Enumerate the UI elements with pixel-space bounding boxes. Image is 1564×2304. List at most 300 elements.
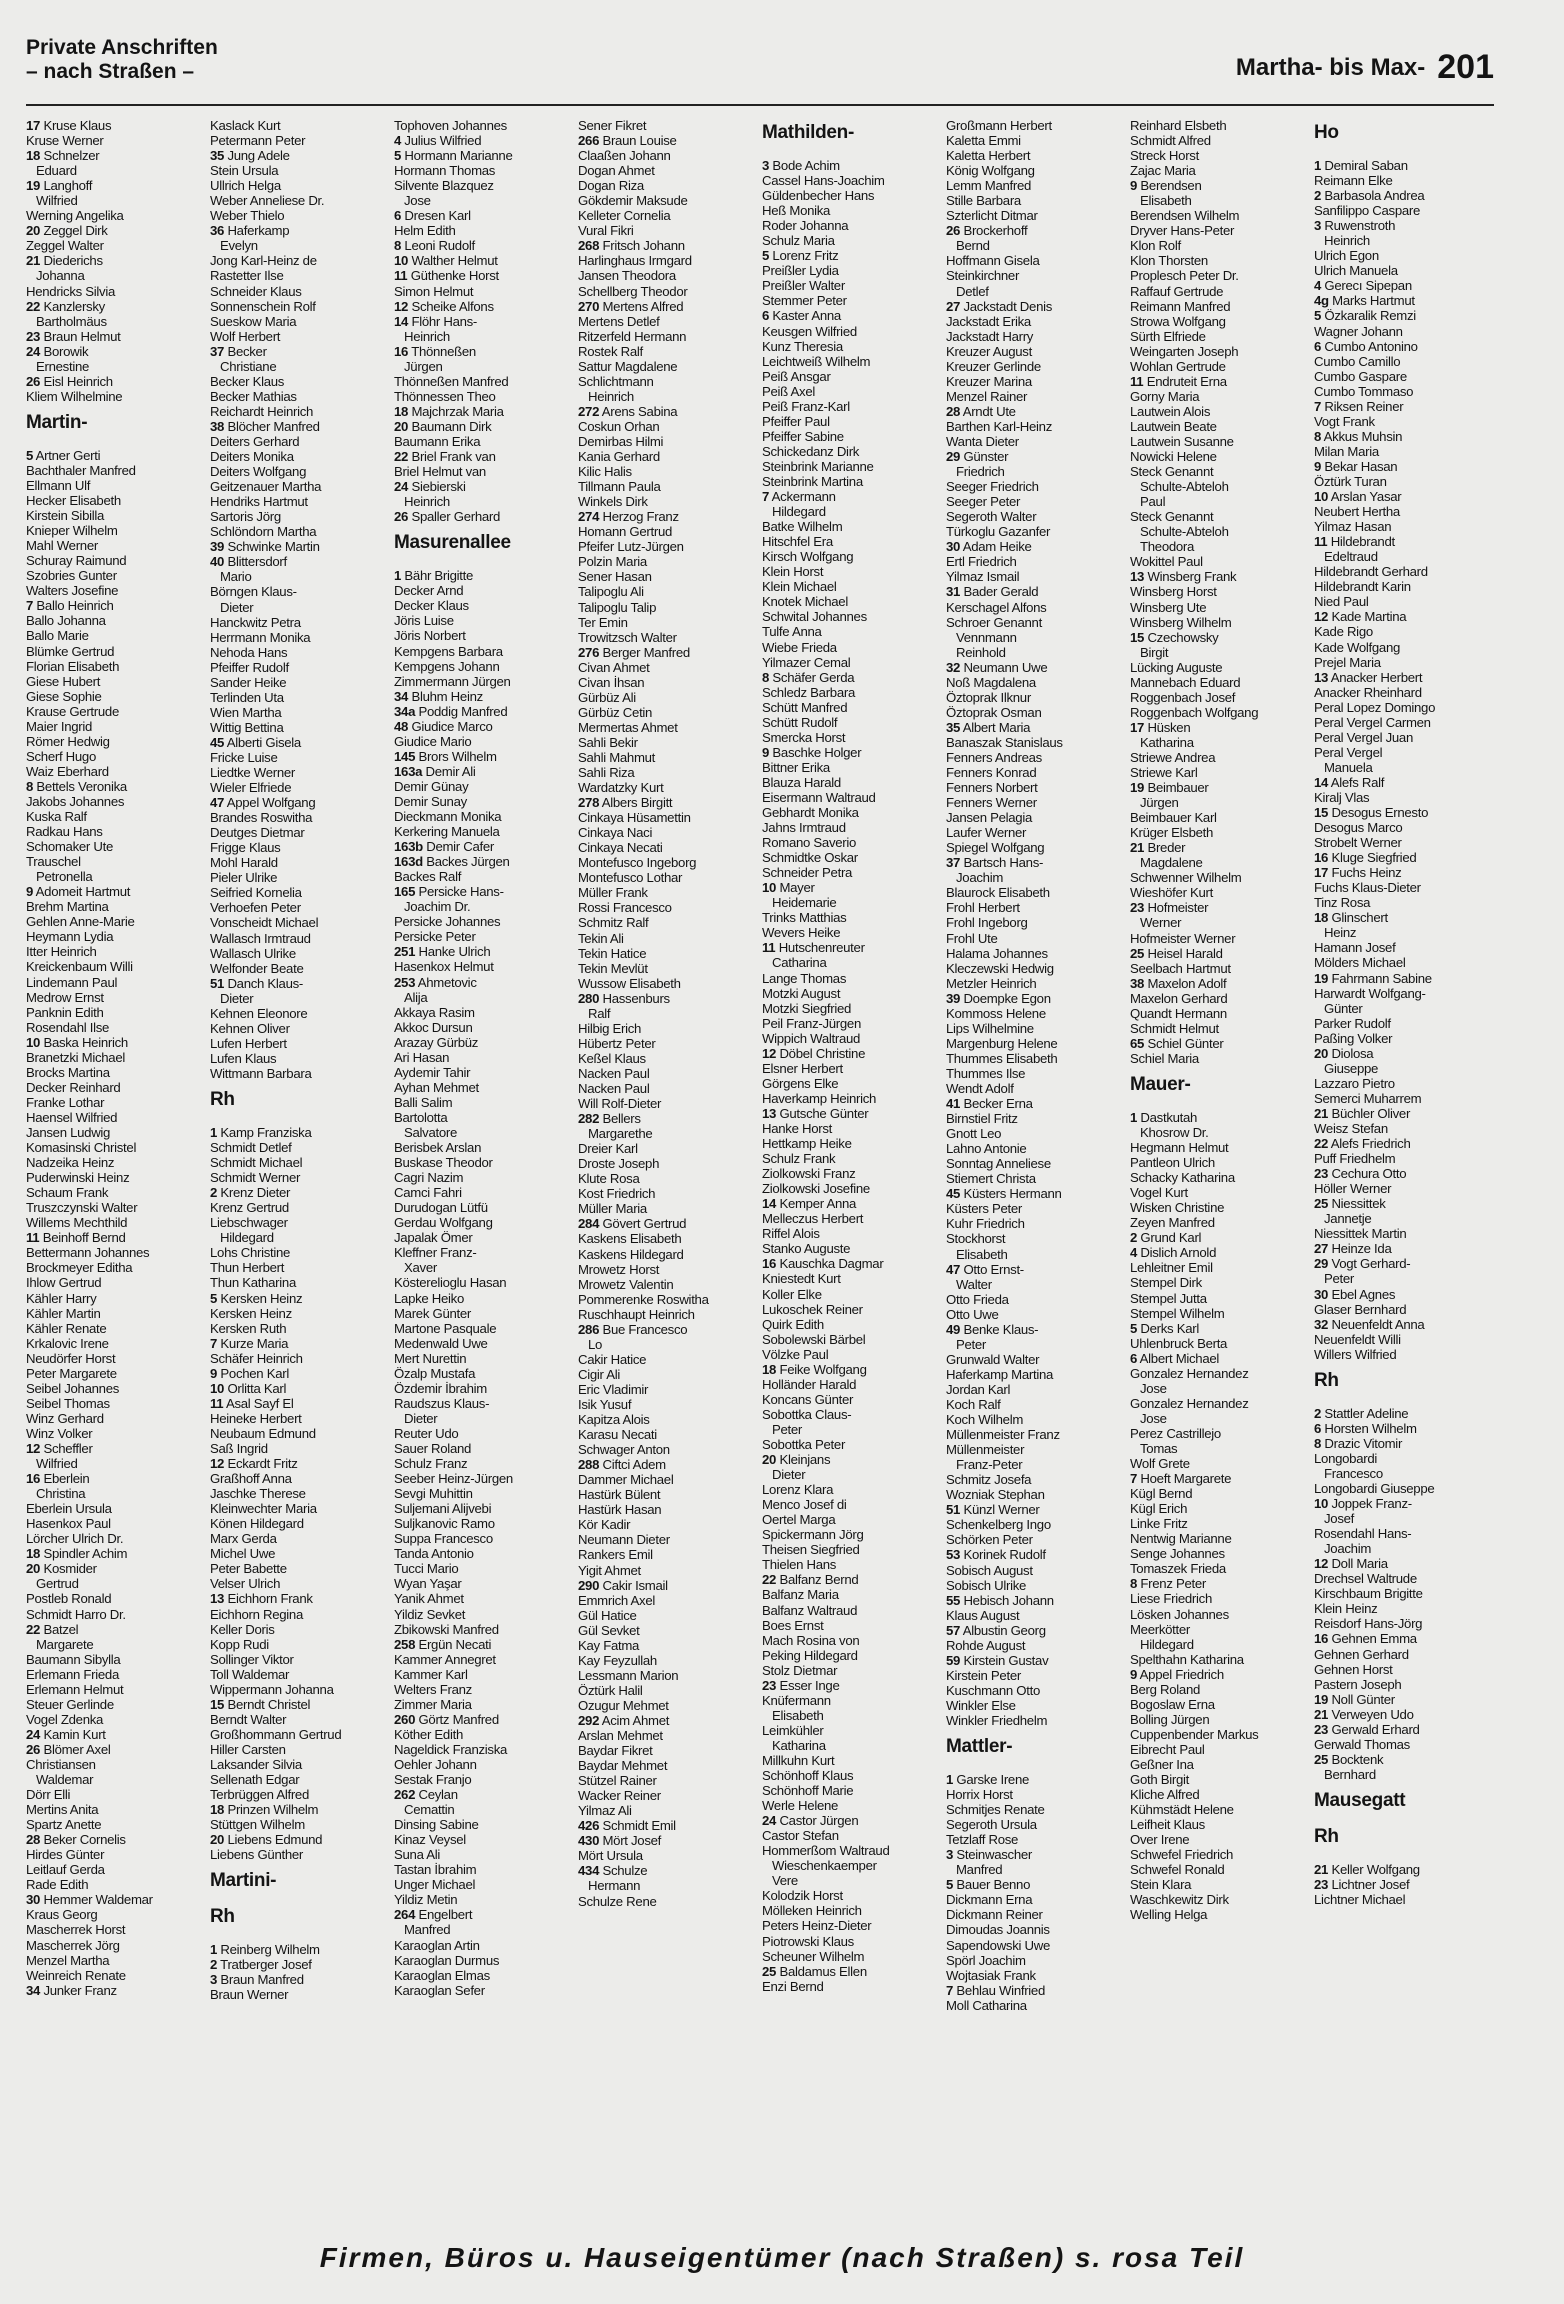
entry-continuation: Magdalene [1140, 855, 1203, 871]
house-number: 5 [946, 1877, 954, 1893]
house-number: 11 [210, 1395, 224, 1411]
directory-entry: Hofmeister Werner [1130, 930, 1236, 946]
directory-entry: Otto Uwe [946, 1306, 999, 1322]
directory-entry: Berndt Walter [210, 1711, 287, 1727]
entry-continuation: Manfred [404, 1922, 451, 1938]
directory-entry: Gnott Leo [946, 1126, 1002, 1142]
directory-entry: Kersken Ruth [210, 1320, 287, 1336]
directory-entry: Nentwig Marianne [1130, 1531, 1232, 1547]
directory-entry: Ulrich Manuela [1314, 263, 1398, 279]
directory-entry: Schmidt Harro Dr. [26, 1606, 126, 1622]
directory-entry: Gül Sevket [578, 1622, 640, 1638]
house-number: 1 [394, 568, 402, 584]
directory-entry: Balli Salim [394, 1094, 453, 1110]
directory-entry: Kerkering Manuela [394, 824, 500, 840]
directory-column [946, 118, 1114, 2224]
house-number: 17 [26, 118, 41, 133]
directory-entry: Batke Wilhelm [762, 519, 843, 535]
directory-entry: Fenners Norbert [946, 780, 1038, 796]
directory-entry: 9 Bekar Hasan [1314, 458, 1398, 474]
directory-entry: Franke Lothar [26, 1094, 105, 1110]
directory-entry: Tulfe Anna [762, 624, 822, 640]
entry-continuation: Khosrow Dr. [1140, 1125, 1209, 1140]
directory-entry: Schlichtmann [578, 373, 654, 389]
directory-entry: Sobolewski Bärbel [762, 1331, 866, 1347]
directory-entry: 49 Benke Klaus- [946, 1321, 1039, 1337]
directory-entry: Schiel Maria [1130, 1050, 1199, 1066]
directory-entry: 163b Demir Cafer [394, 839, 494, 855]
directory-entry: Jackstadt Erika [946, 313, 1031, 329]
directory-entry: Wevers Heike [762, 925, 841, 941]
directory-entry: Haferkamp Martina [946, 1366, 1054, 1382]
directory-entry: 280 Hassenburs [578, 990, 670, 1006]
directory-entry: Striewe Andrea [1130, 749, 1216, 765]
house-number: 28 [946, 403, 961, 419]
directory-entry: Sevgi Muhittin [394, 1486, 473, 1502]
directory-column [1314, 118, 1482, 2224]
directory-entry: Klein Heinz [1314, 1601, 1378, 1617]
directory-entry: Nehoda Hans [210, 644, 288, 660]
directory-entry: Roder Johanna [762, 218, 849, 234]
directory-entry: Thummes Elisabeth [946, 1050, 1058, 1066]
directory-entry: Persicke Peter [394, 929, 476, 945]
directory-entry: Sanfilippo Caspare [1314, 203, 1421, 219]
directory-entry: Öztoprak Osman [946, 704, 1042, 720]
directory-entry: Postleb Ronald [26, 1591, 112, 1607]
directory-entry: Wippich Waltraud [762, 1030, 861, 1046]
entry-continuation: Joachim [1324, 1541, 1372, 1557]
house-number: 6 [762, 308, 770, 324]
directory-entry: Sener Hasan [578, 569, 652, 585]
house-number: 3 [946, 1847, 954, 1863]
house-number: 16 [762, 1256, 777, 1272]
directory-entry: Peil Franz-Jürgen [762, 1015, 861, 1031]
directory-entry: 26 Blömer Axel [26, 1741, 111, 1757]
entry-continuation: Ernestine [36, 358, 90, 374]
directory-entry: Oehler Johann [394, 1756, 477, 1772]
house-number: 20 [26, 223, 41, 239]
directory-entry: Leichtweiß Wilhelm [762, 353, 871, 369]
house-number: 37 [946, 855, 961, 871]
directory-entry: Gonzalez Hernandez [1130, 1395, 1249, 1411]
house-number: 51 [946, 1502, 961, 1518]
directory-entry: Lohs Christine [210, 1245, 291, 1261]
directory-entry: Könen Hildegard [210, 1516, 304, 1532]
directory-entry: Maier Ingrid [26, 718, 93, 734]
directory-entry: Wieler Elfriede [210, 780, 292, 796]
directory-entry: Spiegel Wolfgang [946, 840, 1045, 856]
directory-entry: Tomaszek Frieda [1130, 1561, 1226, 1577]
directory-entry: Suljemani Alijvebi [394, 1501, 492, 1517]
directory-entry: Kirstein Sibilla [26, 508, 105, 524]
directory-entry: Keller Doris [210, 1621, 275, 1637]
directory-entry: Kuhr Friedrich [946, 1216, 1025, 1232]
directory-entry: Tastan İbrahim [394, 1862, 477, 1878]
directory-entry: 251 Hanke Ulrich [394, 944, 491, 960]
street-heading: Mausegatt [1314, 1789, 1406, 1811]
directory-entry: Jansen Theodora [578, 268, 676, 284]
directory-entry: Peral Vergel Juan [1314, 729, 1414, 745]
directory-entry: 165 Persicke Hans- [394, 884, 504, 900]
entry-continuation: Bernhard [1324, 1766, 1376, 1782]
directory-entry: Welling Helga [1130, 1907, 1208, 1923]
directory-entry: Bolling Jürgen [1130, 1711, 1210, 1727]
directory-entry: Wallasch Irmtraud [210, 930, 311, 946]
directory-entry: Kühmstädt Helene [1130, 1802, 1234, 1818]
directory-entry: Sahli Bekir [578, 734, 638, 750]
directory-entry: Hasenkox Helmut [394, 959, 494, 975]
directory-entry: Heß Monika [762, 203, 831, 219]
directory-entry: Lücking Auguste [1130, 659, 1223, 675]
directory-entry: 22 Kanzlersky [26, 298, 105, 314]
directory-entry: Steinbrink Marianne [762, 458, 874, 474]
street-heading: Rh [1314, 1825, 1339, 1847]
directory-entry: 24 Borowik [26, 343, 89, 359]
directory-entry: Karaoglan Sefer [394, 1982, 485, 1998]
directory-entry: Klon Thorsten [1130, 253, 1208, 269]
house-number: 47 [210, 795, 225, 811]
directory-entry: 7 Riksen Reiner [1314, 398, 1404, 414]
directory-entry: Segeroth Walter [946, 509, 1037, 525]
entry-continuation: Schulte-Abteloh [1140, 479, 1229, 495]
directory-entry: Brocks Martina [26, 1064, 110, 1080]
entry-continuation: Elisabeth [1140, 193, 1192, 209]
directory-entry: Gürbüz Ali [578, 689, 636, 705]
directory-entry: Leimkühler [762, 1722, 824, 1738]
house-number: 9 [1130, 1666, 1138, 1682]
directory-entry: Heineke Herbert [210, 1410, 302, 1426]
directory-entry: Haensel Wilfried [26, 1109, 118, 1125]
directory-entry: Polzin Maria [578, 554, 647, 570]
directory-entry: Kammer Annegret [394, 1651, 496, 1667]
entry-continuation: Dieter [404, 1410, 438, 1426]
directory-entry: 5 Hormann Marianne [394, 148, 513, 164]
directory-entry: Özdemir İbrahim [394, 1380, 487, 1396]
directory-entry: 25 Heisel Harald [1130, 945, 1223, 961]
house-number: 24 [394, 479, 409, 495]
house-number: 18 [394, 403, 409, 419]
directory-entry: 53 Korinek Rudolf [946, 1547, 1046, 1563]
directory-entry: Cumbo Gaspare [1314, 368, 1407, 384]
directory-entry: Yanik Ahmet [394, 1591, 464, 1607]
directory-entry: König Wolfgang [946, 163, 1035, 179]
directory-entry: Völzke Paul [762, 1346, 829, 1362]
directory-entry: 20 Baumann Dirk [394, 418, 492, 434]
directory-entry: Demirbas Hilmi [578, 433, 664, 449]
house-number: 19 [1314, 970, 1329, 986]
directory-entry: Kraus Georg [26, 1907, 98, 1923]
directory-entry: Tophoven Johannes [394, 118, 507, 133]
directory-entry: 47 Otto Ernst- [946, 1261, 1024, 1277]
directory-entry: Blümke Gertrud [26, 643, 115, 659]
house-number: 19 [1314, 1691, 1329, 1707]
directory-entry: Becker Klaus [210, 373, 285, 389]
directory-entry: Marek Günter [394, 1305, 472, 1321]
house-number: 4 [394, 133, 402, 149]
house-number: 2 [1314, 1405, 1322, 1421]
directory-entry: Gorny Maria [1130, 388, 1200, 404]
directory-entry: Hirdes Günter [26, 1847, 105, 1863]
directory-entry: Schickedanz Dirk [762, 443, 860, 459]
directory-entry: Deiters Gerhard [210, 433, 300, 449]
directory-entry: Pastern Joseph [1314, 1676, 1402, 1692]
directory-entry: 19 Beimbauer [1130, 780, 1209, 796]
directory-entry: Rankers Emil [578, 1547, 653, 1563]
directory-entry: 11 Hildebrandt [1314, 534, 1395, 550]
directory-entry: Deutges Dietmar [210, 825, 305, 841]
house-number: 7 [1314, 398, 1322, 414]
directory-entry: Frohl Ute [946, 930, 998, 946]
directory-entry: Lessmann Marion [578, 1667, 679, 1683]
directory-entry: Tillmann Paula [578, 479, 661, 495]
directory-entry: 9 Pochen Karl [210, 1365, 289, 1381]
directory-entry: Peiß Franz-Karl [762, 398, 850, 414]
directory-entry: Ari Hasan [394, 1049, 450, 1065]
directory-entry: 13 Winsberg Frank [1130, 569, 1237, 585]
directory-entry: Sürth Elfriede [1130, 328, 1206, 344]
directory-entry: 270 Mertens Alfred [578, 298, 684, 314]
directory-columns [26, 118, 1498, 2224]
directory-entry: Römer Hedwig [26, 733, 110, 749]
directory-entry: 3 Ruwenstroth [1314, 218, 1396, 234]
directory-entry: Küsters Peter [946, 1201, 1022, 1217]
house-number: 21 [1314, 1706, 1329, 1722]
house-number: 21 [1314, 1861, 1329, 1877]
directory-entry: Beimbauer Karl [1130, 810, 1217, 826]
directory-entry: Neudörfer Horst [26, 1350, 116, 1366]
entry-continuation: Margarete [36, 1636, 94, 1652]
directory-entry: Mert Nurettin [394, 1350, 467, 1366]
directory-entry: 22 Balfanz Bernd [762, 1572, 859, 1588]
directory-entry: Peking Hildegard [762, 1647, 858, 1663]
directory-entry: Wozniak Stephan [946, 1487, 1045, 1503]
directory-entry: 163a Demir Ali [394, 763, 476, 779]
directory-entry: 4 Julius Wilfried [394, 133, 482, 149]
directory-entry: 276 Berger Manfred [578, 644, 690, 660]
entry-continuation: Eduard [36, 163, 77, 179]
directory-entry: Kreuzer Marina [946, 373, 1032, 389]
directory-entry: Schlöndorn Martha [210, 524, 317, 540]
house-number: 12 [394, 298, 409, 314]
house-number: 16 [1314, 1631, 1329, 1647]
directory-entry: 8 Drazic Vitomir [1314, 1435, 1403, 1451]
directory-entry: Keßel Klaus [578, 1050, 646, 1066]
directory-entry: 24 Kamin Kurt [26, 1726, 106, 1742]
directory-entry: Kirstein Peter [946, 1667, 1021, 1683]
directory-entry: Becker Mathias [210, 388, 297, 404]
house-number: 430 [578, 1833, 600, 1849]
directory-entry: Zimmermann Jürgen [394, 673, 511, 689]
house-number: 5 [210, 1290, 218, 1306]
directory-entry: Roggenbach Josef [1130, 689, 1236, 705]
house-number: 264 [394, 1907, 416, 1923]
directory-entry: 18 Majchrzak Maria [394, 403, 504, 419]
entry-continuation: Dieter [772, 1467, 806, 1483]
directory-entry: Sobisch August [946, 1562, 1033, 1578]
directory-entry: Kaletta Herbert [946, 148, 1031, 164]
house-number: 19 [26, 178, 41, 194]
directory-entry: Öztürk Turan [1314, 473, 1387, 489]
directory-entry: Braun Werner [210, 1987, 289, 2003]
directory-entry: Weinreich Renate [26, 1967, 126, 1983]
house-number: 8 [1130, 1576, 1138, 1592]
directory-entry: Mascherrek Horst [26, 1922, 126, 1938]
directory-entry: Schneider Petra [762, 865, 853, 881]
entry-continuation: Birgit [1140, 644, 1169, 660]
directory-entry: Buskase Theodor [394, 1155, 493, 1171]
entry-continuation: Waldemar [36, 1772, 94, 1788]
directory-column [578, 118, 746, 2224]
directory-entry: Ballo Johanna [26, 613, 106, 629]
directory-entry: 18 Feike Wolfgang [762, 1361, 867, 1377]
entry-continuation: Hildegard [220, 1230, 274, 1246]
directory-entry: Schulz Maria [762, 233, 835, 249]
directory-entry: 18 Schnelzer [26, 148, 100, 164]
directory-entry: Kinaz Veysel [394, 1832, 466, 1848]
directory-entry: Erlemann Helmut [26, 1681, 124, 1697]
street-heading: Ho [1314, 122, 1339, 143]
entry-continuation: Hildegard [772, 504, 826, 520]
directory-entry: Kleczewski Hedwig [946, 960, 1054, 976]
directory-entry: 57 Albustin Georg [946, 1622, 1046, 1638]
directory-entry: 29 Günster [946, 449, 1009, 465]
directory-entry: Striewe Karl [1130, 765, 1198, 781]
directory-entry: Spelthahn Katharina [1130, 1651, 1244, 1667]
directory-entry: Berisbek Arslan [394, 1140, 482, 1156]
entry-continuation: Bernd [956, 238, 990, 254]
directory-entry: 12 Eckardt Fritz [210, 1456, 298, 1472]
house-number: 5 [1314, 308, 1322, 324]
directory-entry: Steck Genannt [1130, 464, 1214, 480]
directory-entry: 6 Horsten Wilhelm [1314, 1420, 1417, 1436]
entry-continuation: Francesco [1324, 1465, 1383, 1481]
directory-entry: Wiebe Frieda [762, 639, 837, 655]
directory-entry: Peral Vergel [1314, 744, 1383, 760]
directory-column [1130, 118, 1298, 2224]
entry-continuation: Edeltraud [1324, 549, 1378, 565]
directory-entry: Kehnen Oliver [210, 1020, 290, 1036]
directory-entry: Vural Fikri [578, 223, 634, 239]
directory-entry: Winkler Else [946, 1697, 1016, 1713]
entry-continuation: Heinrich [404, 494, 450, 510]
directory-entry: Schaum Frank [26, 1185, 109, 1201]
directory-entry: Baydar Mehmet [578, 1758, 668, 1774]
directory-entry: 35 Jung Adele [210, 148, 290, 164]
house-number: 21 [1314, 1105, 1329, 1121]
house-number: 12 [26, 1440, 41, 1456]
directory-entry: Schäfer Heinrich [210, 1350, 303, 1366]
directory-entry: 2 Grund Karl [1130, 1230, 1202, 1246]
house-number: 28 [26, 1832, 41, 1848]
house-number: 6 [1314, 1420, 1322, 1436]
directory-entry: Peral Vergel Carmen [1314, 714, 1431, 730]
directory-entry: 7 Behlau Winfried [946, 1982, 1046, 1998]
house-number: 1 [210, 1125, 218, 1140]
entry-continuation: Bartholmäus [36, 313, 107, 329]
house-number: 24 [26, 343, 41, 359]
house-number: 21 [26, 253, 41, 269]
directory-entry: 10 Orlitta Karl [210, 1380, 287, 1396]
directory-entry: Sestak Franjo [394, 1772, 472, 1788]
directory-entry: Wisken Christine [1130, 1200, 1225, 1216]
directory-entry: Michel Uwe [210, 1546, 276, 1562]
directory-entry: Schmitz Ralf [578, 915, 649, 931]
house-number: 16 [394, 343, 409, 359]
directory-entry: Reichardt Heinrich [210, 403, 314, 419]
directory-entry: Schellberg Theodor [578, 283, 688, 299]
directory-entry: 4 Gerecı Sipepan [1314, 278, 1412, 294]
directory-entry: Schmidt Helmut [1130, 1020, 1219, 1036]
directory-entry: Halama Johannes [946, 945, 1048, 961]
entry-continuation: Katharina [1140, 734, 1194, 750]
directory-entry: Frigge Klaus [210, 840, 281, 856]
house-number: 12 [762, 1045, 777, 1061]
directory-entry: Hanke Horst [762, 1121, 832, 1136]
directory-entry: 45 Alberti Gisela [210, 734, 301, 750]
directory-entry: 5 Lorenz Fritz [762, 248, 839, 264]
directory-entry: Sattur Magdalene [578, 358, 678, 374]
directory-entry: Seelbach Hartmut [1130, 960, 1231, 976]
house-number: 34 [26, 1982, 41, 1998]
street-range: Martha- bis Max- [1235, 54, 1426, 81]
house-number: 17 [1314, 865, 1329, 881]
directory-entry: 16 Gehnen Emma [1314, 1631, 1417, 1647]
directory-entry: 23 Cechura Otto [1314, 1166, 1407, 1182]
directory-entry: Kade Wolfgang [1314, 639, 1401, 655]
directory-entry: Kirschbaum Brigitte [1314, 1586, 1423, 1602]
house-number: 41 [946, 1096, 961, 1112]
directory-entry: Brandes Roswitha [210, 810, 313, 826]
directory-entry: 292 Acim Ahmet [578, 1712, 670, 1728]
house-number: 18 [26, 148, 41, 164]
directory-entry: 47 Appel Wolfgang [210, 795, 316, 811]
directory-entry: Neuenfeldt Willi [1314, 1331, 1401, 1347]
house-number: 49 [946, 1321, 961, 1337]
directory-entry: 34a Poddig Manfred [394, 703, 508, 719]
directory-entry: Baydar Fikret [578, 1743, 653, 1759]
directory-entry: Jahns Irmtraud [762, 820, 846, 836]
house-number: 26 [394, 509, 409, 525]
directory-entry: Hommerßom Waltraud [762, 1843, 890, 1859]
directory-entry: Parker Rudolf [1314, 1015, 1391, 1031]
directory-entry: Schulze Rene [578, 1893, 657, 1909]
directory-entry: Puderwinski Heinz [26, 1170, 130, 1186]
directory-entry: Kaslack Kurt [210, 118, 281, 133]
directory-entry: Eric Vladimir [578, 1381, 649, 1397]
directory-entry: Niessittek Martin [1314, 1226, 1407, 1242]
directory-entry: Mannebach Eduard [1130, 674, 1241, 690]
directory-entry: Lufen Klaus [210, 1050, 277, 1066]
directory-entry: Kelleter Cornelia [578, 208, 671, 224]
house-number: 284 [578, 1216, 600, 1232]
directory-entry: Martone Pasquale [394, 1320, 497, 1336]
house-number: 37 [210, 343, 225, 359]
directory-entry: Ertl Friedrich [946, 554, 1017, 570]
directory-entry: Neubaum Edmund [210, 1425, 316, 1441]
directory-entry: Rostek Ralf [578, 343, 643, 359]
directory-entry: Winz Volker [26, 1425, 93, 1441]
directory-entry: Spörl Joachim [946, 1952, 1026, 1968]
directory-entry: Lehleitner Emil [1130, 1260, 1213, 1276]
house-number: 280 [578, 990, 600, 1006]
directory-entry: Kähler Renate [26, 1320, 107, 1336]
directory-entry: Hamann Josef [1314, 940, 1396, 956]
directory-entry: Stein Klara [1130, 1877, 1192, 1893]
directory-entry: Kiralj Vlas [1314, 789, 1370, 805]
house-number: 29 [946, 449, 961, 465]
entry-continuation: Dieter [220, 990, 254, 1006]
house-number: 40 [210, 554, 225, 570]
